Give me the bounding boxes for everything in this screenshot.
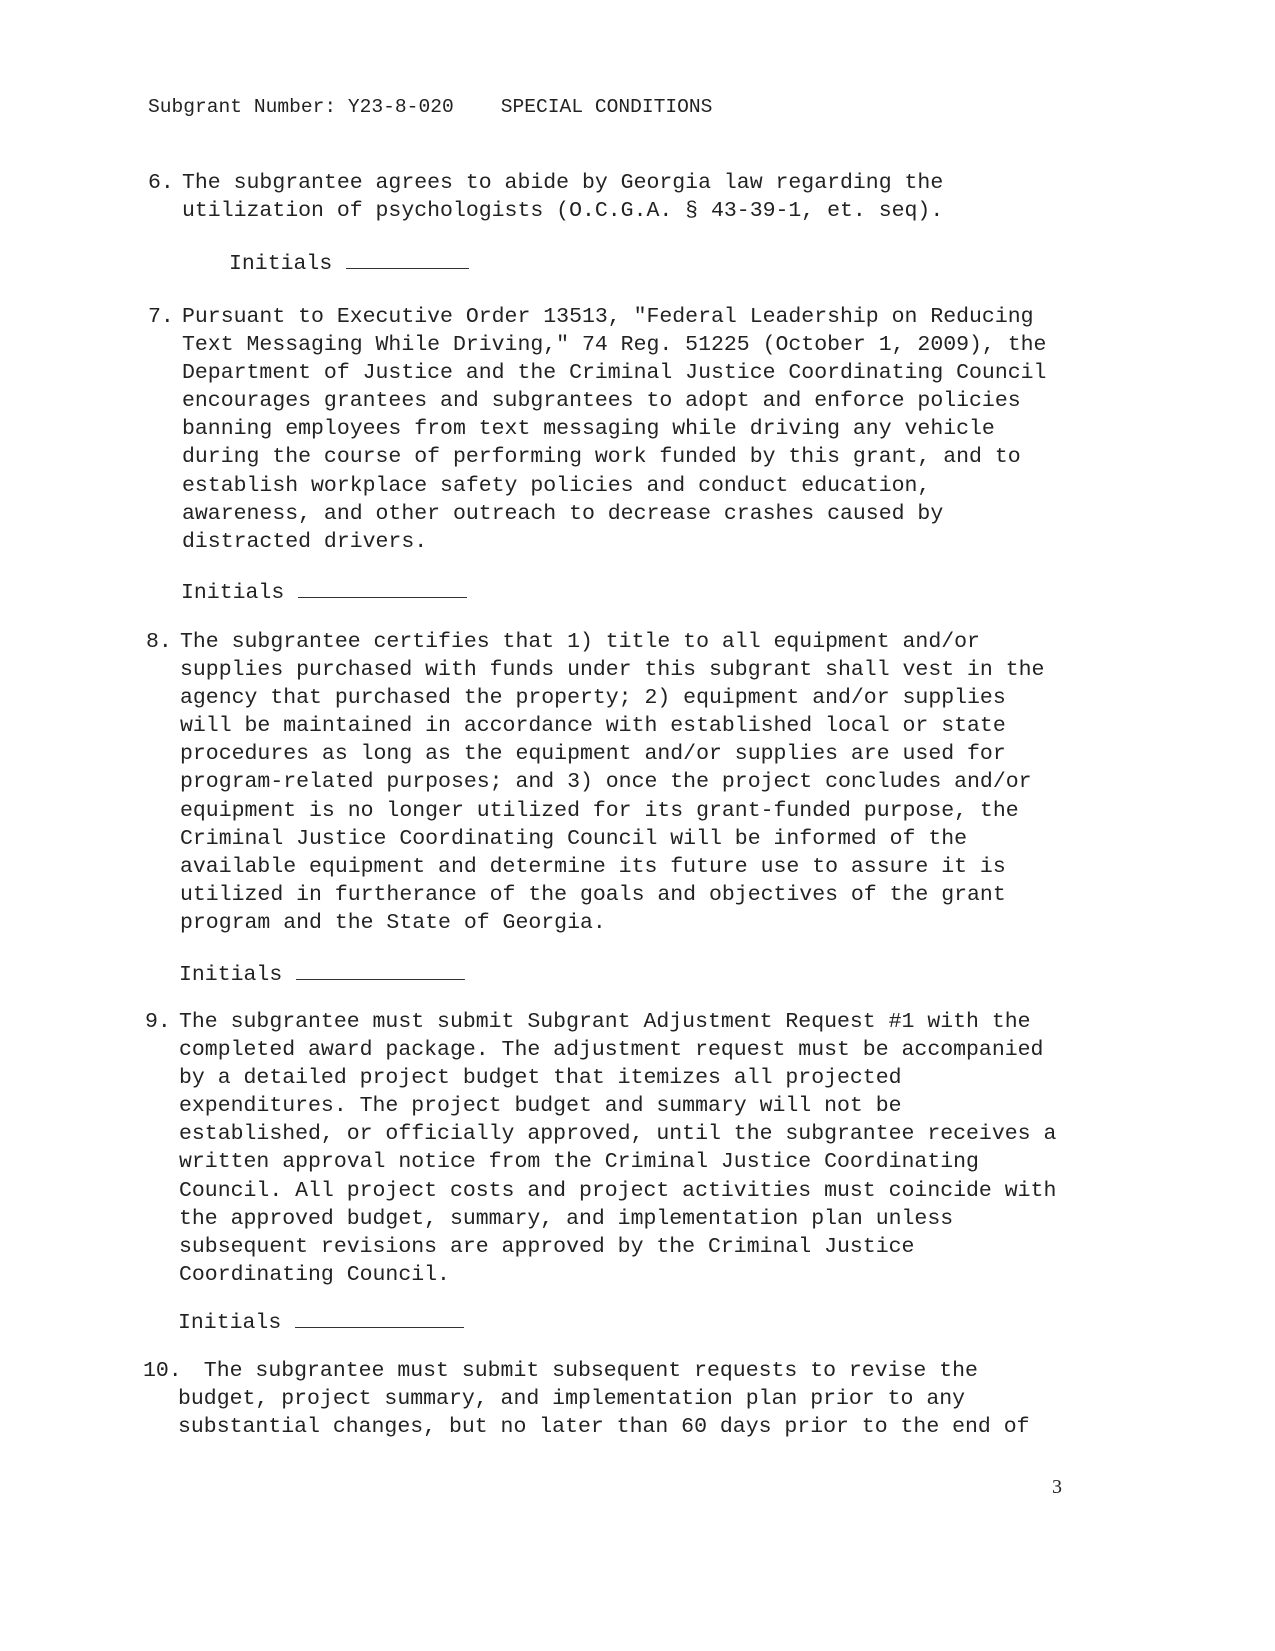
initials-field: [229, 250, 469, 276]
initials-field: [178, 1309, 464, 1335]
item-text-line: establish workplace safety policies and conduct education,: [182, 473, 931, 498]
initials-field: [179, 961, 465, 987]
page-header: [148, 96, 712, 118]
item-text-line: the approved budget, summary, and implementation plan unless: [179, 1206, 954, 1231]
item-text-line: Criminal Justice Coordinating Council will be informed of the: [180, 826, 968, 851]
item-text-line: during the course of performing work funded by this grant, and to: [182, 445, 1021, 470]
item-text-line: utilized in furtherance of the goals and objectives of the grant: [180, 882, 1006, 907]
initials-blank-line[interactable]: [346, 250, 469, 269]
item-text-line: Department of Justice and the Criminal Justice Coordinating Council: [182, 361, 1047, 386]
item-text-line: Coordinating Council.: [179, 1262, 450, 1287]
item-text-line: procedures as long as the equipment and/or supplies are used for: [180, 742, 1006, 767]
initials-blank-line[interactable]: [296, 961, 465, 980]
item-text-line: budget, project summary, and implementation plan prior to any: [178, 1387, 966, 1412]
item-text-line: written approval notice from the Criminal Justice Coordinating: [179, 1150, 979, 1175]
item-text-line: subsequent revisions are approved by the Criminal Justice: [179, 1234, 915, 1259]
initials-field: [181, 579, 467, 605]
item-text-line: banning employees from text messaging while driving any vehicle: [182, 417, 995, 442]
item-text-line: will be maintained in accordance with established local or state: [180, 714, 1006, 739]
item-number: 8.: [146, 630, 172, 654]
page-title: SPECIAL CONDITIONS: [500, 96, 713, 118]
item-text-line: utilization of psychologists (O.C.G.A. § 43-39-1, et. seq).: [182, 199, 944, 224]
item-text-line: supplies purchased with funds under this subgrant shall vest in the: [180, 658, 1045, 683]
item-text-line: completed award package. The adjustment request must be accompanied: [179, 1038, 1044, 1063]
item-number: 6.: [148, 171, 174, 195]
item-text-line: The subgrantee certifies that 1) title to all equipment and/or: [180, 630, 980, 654]
initials-blank-line[interactable]: [298, 579, 467, 598]
item-text-line: The subgrantee must submit subsequent requests to revise the: [178, 1359, 978, 1383]
item-text-line: available equipment and determine its future use to assure it is: [180, 854, 1006, 879]
item-text-line: Council. All project costs and project activities must coincide with: [179, 1178, 1057, 1203]
item-text-line: The subgrantee must submit Subgrant Adjustment Request #1 with the: [179, 1010, 1031, 1034]
item-text-line: agency that purchased the property; 2) equipment and/or supplies: [180, 686, 1006, 711]
page-number: 3: [1052, 1476, 1062, 1498]
condition-item-6: [148, 169, 943, 225]
item-text-line: distracted drivers.: [182, 529, 428, 554]
item-text-line: program-related purposes; and 3) once the project concludes and/or: [180, 770, 1032, 795]
initials-label: Initials: [181, 581, 285, 605]
initials-label: Initials: [179, 963, 283, 987]
initials-label: Initials: [178, 1311, 282, 1335]
item-text-line: awareness, and other outreach to decrease crashes caused by: [182, 501, 944, 526]
item-text-line: established, or officially approved, until the subgrantee receives a: [179, 1122, 1057, 1147]
subgrant-number: Subgrant Number: Y23-8-020: [148, 96, 454, 118]
item-text-line: program and the State of Georgia.: [180, 910, 606, 935]
item-text-line: expenditures. The project budget and summary will not be: [179, 1094, 902, 1119]
initials-label: Initials: [229, 252, 333, 276]
item-text-line: encourages grantees and subgrantees to adopt and enforce policies: [182, 389, 1021, 414]
item-text-line: Pursuant to Executive Order 13513, "Federal Leadership on Reducing: [182, 305, 1034, 329]
item-number: 9.: [145, 1010, 171, 1034]
item-text-line: equipment is no longer utilized for its grant-funded purpose, the: [180, 798, 1019, 823]
item-text-line: by a detailed project budget that itemizes all projected: [179, 1066, 902, 1091]
initials-blank-line[interactable]: [295, 1309, 464, 1328]
condition-item-10: [143, 1357, 1030, 1441]
item-number: 10.: [143, 1359, 182, 1383]
item-text-line: The subgrantee agrees to abide by Georgia law regarding the: [182, 171, 944, 195]
condition-item-9: [145, 1008, 1056, 1289]
condition-item-8: [146, 628, 1044, 937]
condition-item-7: [148, 303, 1046, 556]
item-number: 7.: [148, 305, 174, 329]
item-text-line: substantial changes, but no later than 60 days prior to the end of: [178, 1415, 1030, 1440]
item-text-line: Text Messaging While Driving," 74 Reg. 51225 (October 1, 2009), the: [182, 333, 1047, 358]
